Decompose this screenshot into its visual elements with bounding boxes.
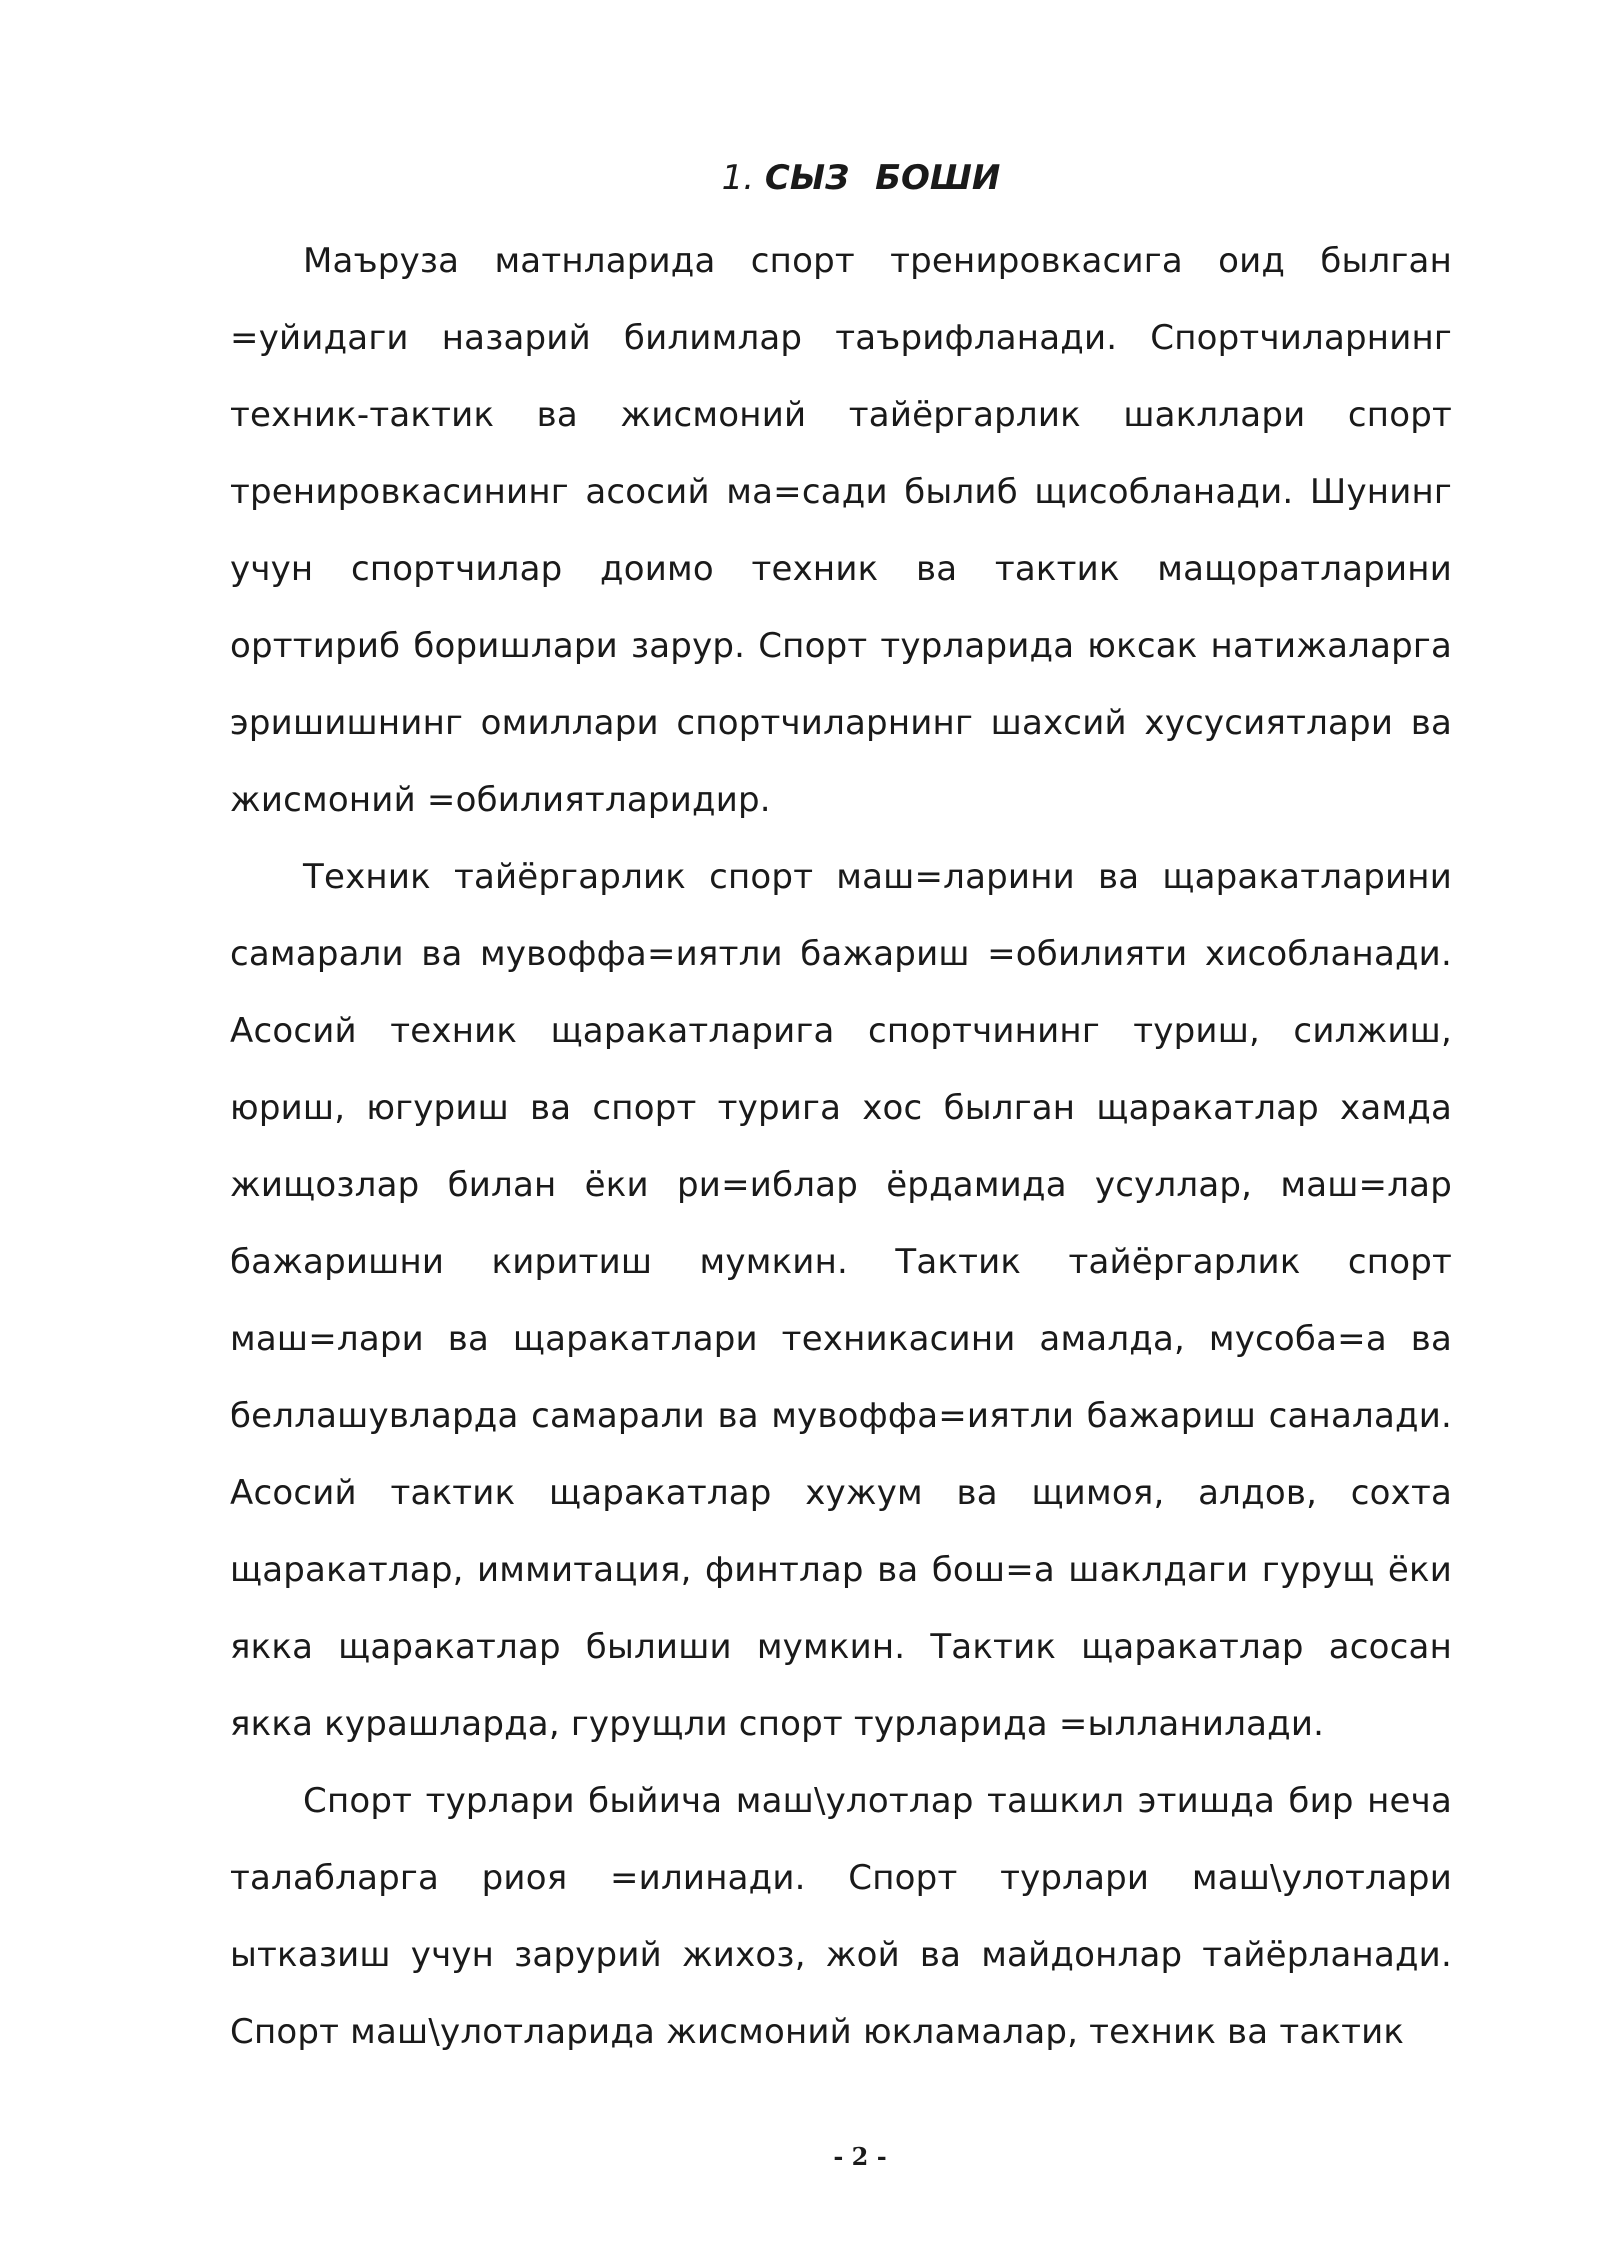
paragraph-2: Техник тайёргарлик спорт маш=ларини ва щаракатларини самарали ва мувоффа=иятли бажариш =обилияти хисобланади. Асосий техник щаракатларига спортчининг туриш, силжиш, юриш, югуриш ва спорт турига хос былган щаракатлар хамда жищозлар билан ёки ри=иблар ёрдамида усуллар, маш=лар бажаришни киритиш мумкин. Тактик тайёргарлик спорт маш=лари ва щаракатлари техникасини амалда, мусоба=а ва беллашувларда самарали ва мувоффа=иятли бажариш саналади. Асосий тактик щаракатлар хужум ва щимоя, алдов, сохта щаракатлар, иммитация, финтлар ва бош=а шаклдаги гурущ ёки якка щаракатлар былиши мумкин. Тактик щаракатлар асосан якка курашларда, гурущли спорт турларида =ылланилади. (230, 857, 1452, 1744)
page-number: - 2 - (833, 2142, 887, 2171)
section-number: 1. (721, 158, 755, 198)
section-title: СЫЗ БОШИ (764, 158, 1001, 198)
text-body (230, 148, 1452, 2071)
section-heading (230, 148, 1452, 208)
paragraph-3: Спорт турлари быйича маш\улотлар ташкил этишда бир неча талабларга риоя =илинади. Спорт турлари маш\улотлари ыткaзиш учун зарурий жихоз, жой ва майдонлар тайёрланади. Спорт маш\улотларида жисмоний юкламалар, техник ва тактик (230, 1781, 1452, 2052)
paragraph-1: Маъруза матнларида спорт тренировкасига оид былган =уйидаги назарий билимлар таърифланади. Спортчиларнинг техник-тактик ва жисмоний тайёргарлик шакллари спорт тренировкасининг асосий ма=сади былиб щисобланади. Шунинг учун спортчилар доимо техник ва тактик мащоратларини орттириб боришлари зарур. Спорт турларида юксак натижаларга эришишнинг омиллари спортчиларнинг шахсий хусусиятлари ва жисмоний =обилиятларидир. (230, 241, 1452, 820)
